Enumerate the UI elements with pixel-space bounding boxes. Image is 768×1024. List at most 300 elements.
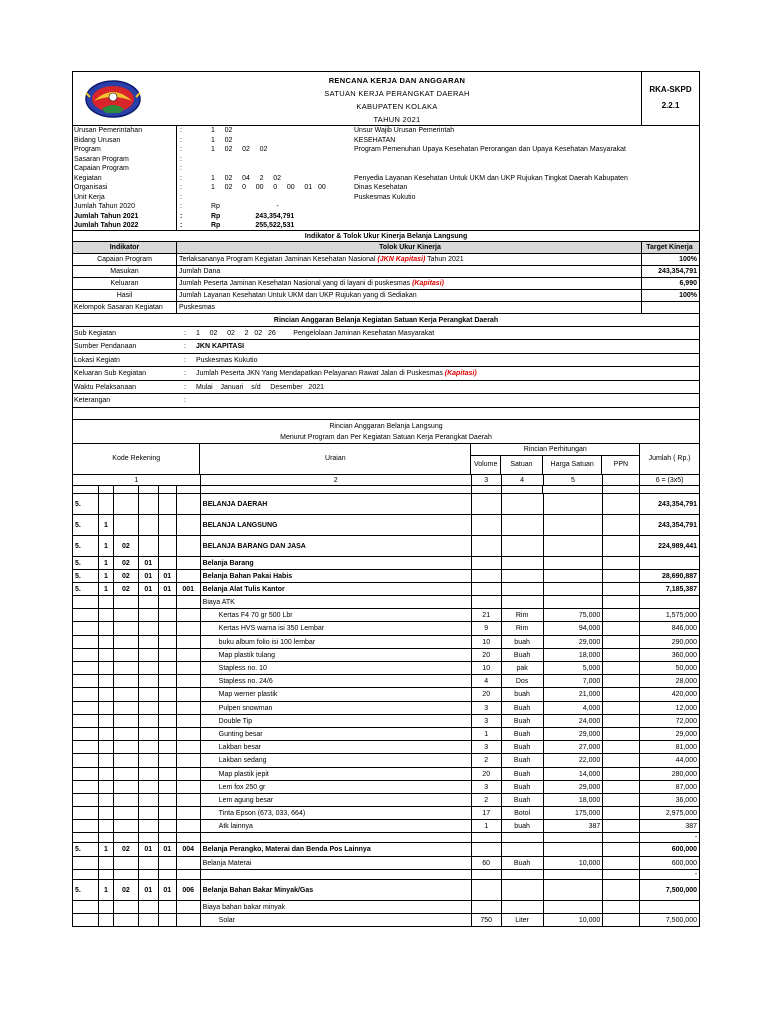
kode-rekening-cell — [139, 536, 159, 556]
sub-kegiatan-value — [196, 394, 699, 407]
sub-kegiatan-colon: : — [184, 343, 186, 350]
uraian-cell: BELANJA DAERAH — [201, 494, 472, 514]
ppn-cell — [603, 914, 640, 926]
kode-rekening-cell — [177, 649, 201, 661]
jumlah-cell: 224,989,441 — [658, 542, 698, 550]
volume-cell — [472, 901, 502, 913]
kode-rekening-cell — [114, 728, 139, 740]
target-kinerja: 100% — [679, 291, 697, 299]
kode-rekening-cell — [139, 901, 159, 913]
indikator-row — [72, 254, 700, 266]
kode-rekening-cell — [99, 702, 114, 714]
kode-rekening-cell — [73, 649, 99, 661]
kode-rekening-cell — [177, 675, 201, 687]
kode-rekening-cell: 01 — [159, 583, 177, 595]
kode-rekening-cell: 02 — [114, 536, 139, 556]
rincian-head: Rincian Perhitungan — [471, 444, 639, 456]
table-row — [72, 741, 700, 754]
table-title-1: Rincian Anggaran Belanja Langsung — [329, 422, 443, 430]
kode-rekening-cell: 01 — [159, 570, 177, 582]
table-gap-row — [72, 486, 700, 494]
satuan-cell: Dos — [502, 675, 544, 687]
kode-rekening-cell — [177, 715, 201, 727]
info-value: Rp 255,522,531 — [211, 222, 295, 229]
uraian-cell: Belanja Barang — [201, 557, 472, 569]
jumlah-cell: 72,000 — [675, 717, 697, 725]
info-row — [72, 174, 700, 184]
kode-rekening-cell — [99, 622, 114, 634]
harga-satuan-cell: 22,000 — [544, 754, 604, 766]
jumlah-cell: 50,000 — [675, 665, 697, 672]
indikator-head-label: Indikator — [73, 242, 177, 253]
table-row — [72, 583, 700, 596]
ppn-cell — [603, 857, 640, 869]
info-colon: : — [180, 127, 182, 134]
spacer-row — [72, 408, 700, 420]
sub-kegiatan-row — [72, 381, 700, 395]
satuan-cell — [502, 870, 544, 879]
kode-rekening-cell: 1 — [99, 536, 114, 556]
volume-cell — [472, 536, 502, 556]
volume-cell: 10 — [472, 662, 502, 674]
target-kinerja: 100% — [679, 255, 697, 263]
harga-satuan-cell: 18,000 — [544, 794, 604, 806]
indikator-row — [72, 266, 700, 278]
jumlah-cell: 28,000 — [675, 678, 697, 686]
kode-rekening-cell — [114, 794, 139, 806]
kode-rekening-cell — [177, 807, 201, 819]
info-description: Dinas Kesehatan — [354, 184, 408, 191]
satuan-cell: Buah — [502, 794, 544, 806]
indikator-label: Hasil — [73, 290, 177, 301]
ppn-cell — [603, 675, 640, 687]
info-key: Jumlah Tahun 2022 — [73, 221, 177, 230]
kode-rekening-cell: 1 — [99, 843, 114, 855]
tolok-ukur-highlight: (Kapitasi) — [412, 279, 444, 287]
harga-satuan-cell: 75,000 — [544, 609, 604, 621]
kode-rekening-cell — [139, 728, 159, 740]
kode-rekening-cell — [99, 768, 114, 780]
uraian-cell: Solar — [201, 914, 472, 926]
satuan-cell — [502, 833, 544, 842]
kode-rekening-cell — [99, 688, 114, 700]
kode-rekening-cell — [73, 596, 99, 608]
ppn-cell — [603, 833, 640, 842]
volume-cell: 3 — [472, 715, 502, 727]
satuan-cell — [502, 843, 544, 855]
sub-kegiatan-colon: : — [184, 383, 186, 391]
kode-rekening-cell — [73, 715, 99, 727]
jumlah-cell: 87,000 — [675, 783, 697, 791]
ppn-cell — [603, 702, 640, 714]
satuan-cell: Buah — [502, 857, 544, 869]
col-number-6: 6 = (3x5) — [655, 476, 684, 484]
table-row — [72, 754, 700, 767]
kode-rekening-cell — [139, 820, 159, 832]
target-kinerja: 6,990 — [679, 279, 697, 287]
tolok-ukur — [177, 266, 642, 277]
kode-rekening-cell — [159, 675, 177, 687]
kode-rekening-cell — [99, 596, 114, 608]
satuan-cell — [502, 557, 544, 569]
info-value — [211, 155, 354, 165]
uraian-cell — [201, 870, 472, 879]
kode-rekening-cell — [73, 702, 99, 714]
volume-cell — [472, 843, 502, 855]
jumlah-cell: 28,690,887 — [661, 572, 698, 580]
info-value: 1 02 04 2 02 — [211, 174, 282, 182]
uraian-cell: Map plastik tulang — [201, 649, 472, 661]
kode-rekening-cell — [159, 768, 177, 780]
info-description: KESEHATAN — [354, 136, 396, 144]
kode-rekening-cell — [99, 494, 114, 514]
info-key: Bidang Urusan — [73, 136, 177, 146]
volume-cell — [472, 880, 502, 900]
uraian-cell: Tinta Epson (673, 033, 664) — [201, 807, 472, 819]
harga-satuan-cell — [544, 596, 604, 608]
kode-rekening-cell — [139, 715, 159, 727]
kode-rekening-cell — [114, 702, 139, 714]
indikator-label: Kelompok Sasaran Kegiatan — [73, 302, 177, 313]
kode-rekening-cell — [99, 914, 114, 926]
kode-rekening-cell — [177, 754, 201, 766]
kode-rekening-cell — [114, 807, 139, 819]
satuan-cell — [502, 583, 544, 595]
tolok-ukur-text: Jumlah Layanan Kesehatan Untuk UKM dan UKP Rujukan yang di Sediakan — [179, 291, 417, 299]
table-row — [72, 870, 700, 880]
ppn-cell — [603, 583, 640, 595]
kode-rekening-cell — [73, 728, 99, 740]
kode-rekening-cell — [177, 820, 201, 832]
volume-cell: 3 — [472, 781, 502, 793]
volume-cell — [472, 596, 502, 608]
ppn-cell — [603, 622, 640, 634]
kode-rekening-cell — [159, 820, 177, 832]
kode-rekening-cell: 5. — [73, 515, 99, 535]
uraian-cell: Kertas HVS warna isi 350 Lembar — [201, 622, 472, 634]
sub-kegiatan-key: Sub Kegiatan — [74, 329, 117, 337]
uraian-cell: Belanja Bahan Pakai Habis — [201, 570, 472, 582]
table-row — [72, 515, 700, 536]
kode-rekening-cell — [99, 807, 114, 819]
jumlah-cell: 36,000 — [675, 796, 697, 804]
kode-rekening-cell — [99, 901, 114, 913]
kode-rekening-cell — [99, 728, 114, 740]
kode-rekening-cell — [139, 870, 159, 879]
ppn-cell — [603, 807, 640, 819]
ppn-cell — [603, 768, 640, 780]
kode-rekening-cell — [73, 675, 99, 687]
tolok-ukur — [177, 254, 642, 265]
kode-rekening-cell — [73, 857, 99, 869]
ppn-cell — [603, 636, 640, 648]
kode-rekening-cell — [73, 914, 99, 926]
kode-rekening-cell — [99, 675, 114, 687]
kode-rekening-cell — [99, 754, 114, 766]
info-value: 1 02 — [211, 136, 233, 144]
indikator-label: Masukan — [73, 266, 177, 277]
rincian-subhead — [471, 456, 639, 474]
volume-cell — [472, 583, 502, 595]
info-row — [72, 202, 700, 212]
satuan-cell: Botol — [502, 807, 544, 819]
kode-rekening-cell — [114, 901, 139, 913]
ppn-cell — [603, 596, 640, 608]
uraian-cell: Stapless no. 10 — [201, 662, 472, 674]
kode-rekening-cell — [139, 794, 159, 806]
kode-rekening-cell — [159, 870, 177, 879]
info-description: Puskesmas Kukutio — [354, 193, 416, 201]
kode-rekening-cell — [139, 833, 159, 842]
ppn-cell — [603, 901, 640, 913]
tolok-ukur-suffix: Tahun 2021 — [425, 255, 464, 263]
jumlah-cell: 7,185,387 — [665, 585, 698, 593]
volume-cell: 20 — [472, 649, 502, 661]
jumlah-head: Jumlah ( Rp.) — [648, 455, 691, 462]
jumlah-cell: 243,354,791 — [658, 521, 698, 529]
col-number-ppn — [603, 475, 640, 485]
harga-satuan-cell: 29,000 — [544, 781, 604, 793]
harga-satuan-cell: 27,000 — [544, 741, 604, 753]
kode-rekening-cell — [139, 768, 159, 780]
kode-rekening-cell — [177, 741, 201, 753]
uraian-cell: buku album folio isi 100 lembar — [201, 636, 472, 648]
kode-rekening-cell — [99, 870, 114, 879]
ppn-cell — [603, 688, 640, 700]
harga-satuan-cell — [544, 901, 604, 913]
info-colon: : — [180, 146, 182, 153]
volume-cell: 2 — [472, 794, 502, 806]
kode-rekening-cell — [177, 557, 201, 569]
jumlah-cell: 29,000 — [675, 730, 697, 738]
ppn-cell — [603, 794, 640, 806]
info-value: Rp 243,354,791 — [211, 212, 295, 220]
volume-cell: 9 — [472, 622, 502, 634]
indikator-row — [72, 290, 700, 302]
sub-kegiatan-row — [72, 354, 700, 368]
kode-rekening-cell — [159, 557, 177, 569]
ppn-cell — [603, 515, 640, 535]
info-value — [211, 164, 354, 174]
satuan-cell: buah — [502, 636, 544, 648]
info-row — [72, 136, 700, 146]
volume-cell: 17 — [472, 807, 502, 819]
table-row — [72, 857, 700, 870]
kode-rekening-cell — [73, 807, 99, 819]
volume-cell — [472, 570, 502, 582]
kode-rekening-cell: 001 — [177, 583, 201, 595]
kode-rekening-cell — [177, 609, 201, 621]
kode-rekening-cell — [99, 649, 114, 661]
kode-rekening-cell — [139, 914, 159, 926]
kode-rekening-cell — [73, 662, 99, 674]
table-row — [72, 794, 700, 807]
kode-rekening-cell — [99, 833, 114, 842]
kode-rekening-cell — [177, 515, 201, 535]
kode-rekening-cell — [114, 515, 139, 535]
indikator-table — [72, 254, 700, 314]
kode-rekening-cell: 01 — [159, 880, 177, 900]
kode-rekening-cell — [139, 688, 159, 700]
jumlah-cell — [640, 557, 699, 569]
sub-kegiatan-info — [72, 327, 700, 408]
jumlah-cell: 243,354,791 — [658, 500, 698, 508]
satuan-cell: Buah — [502, 741, 544, 753]
kode-rekening-cell — [73, 781, 99, 793]
satuan-cell: Buah — [502, 768, 544, 780]
kode-rekening-cell: 5. — [73, 570, 99, 582]
kode-rekening-cell: 01 — [139, 583, 159, 595]
volume-cell: 3 — [472, 702, 502, 714]
harga-satuan-cell: 4,000 — [544, 702, 604, 714]
jumlah-cell — [640, 901, 699, 913]
kode-rekening-cell — [177, 901, 201, 913]
tolok-ukur-text: Jumlah Dana — [179, 267, 221, 275]
table-row — [72, 901, 700, 914]
indikator-label: Capaian Program — [73, 254, 177, 265]
volume-cell: 2 — [472, 754, 502, 766]
volume-cell: 3 — [472, 741, 502, 753]
document-header — [72, 71, 700, 126]
kode-rekening-cell — [177, 914, 201, 926]
harga-satuan-cell — [544, 833, 604, 842]
info-description: Program Pemenuhan Upaya Kesehatan Perorangan dan Upaya Kesehatan Masyarakat — [354, 146, 627, 153]
kode-rekening-cell — [73, 794, 99, 806]
kode-rekening-cell — [99, 857, 114, 869]
info-key: Capaian Program — [73, 164, 177, 174]
jumlah-cell: 600,000 — [671, 846, 698, 854]
volume-cell: 20 — [472, 768, 502, 780]
harga-satuan-cell: 24,000 — [544, 715, 604, 727]
satuan-cell: pak — [502, 662, 544, 674]
kode-rekening-cell — [139, 741, 159, 753]
ppn-cell — [603, 662, 640, 674]
kode-rekening-cell — [159, 833, 177, 842]
uraian-cell: BELANJA LANGSUNG — [201, 515, 472, 535]
sub-kegiatan-text: 1 02 02 2 02 26 Pengelolaan Jaminan Kesehatan Masyarakat — [196, 329, 435, 337]
kode-rekening-cell — [139, 702, 159, 714]
ppn-cell — [603, 820, 640, 832]
uraian-cell — [201, 833, 472, 842]
uraian-cell: Biaya ATK — [201, 596, 472, 608]
kode-rekening-cell — [139, 649, 159, 661]
kode-rekening-cell — [159, 781, 177, 793]
kode-rekening-cell — [114, 914, 139, 926]
kode-rekening-cell — [99, 781, 114, 793]
indikator-row — [72, 302, 700, 314]
sub-kegiatan-text: JKN KAPITASI — [196, 343, 245, 350]
uraian-cell: Lakban sedang — [201, 754, 472, 766]
table-row — [72, 649, 700, 662]
column-number-row — [72, 475, 700, 486]
ppn-cell — [603, 570, 640, 582]
table-row — [72, 536, 700, 557]
jumlah-cell: 12,000 — [675, 704, 697, 712]
table-row — [72, 807, 700, 820]
jumlah-cell — [640, 596, 699, 608]
ppn-cell — [603, 754, 640, 766]
sub-kegiatan-key: Sumber Pendanaan — [74, 343, 137, 350]
kode-rekening-cell — [177, 570, 201, 582]
uraian-cell: Atk lainnya — [201, 820, 472, 832]
kode-rekening-cell — [139, 609, 159, 621]
sub-kegiatan-colon: : — [184, 397, 186, 404]
uraian-cell: Biaya bahan bakar minyak — [201, 901, 472, 913]
table-row — [72, 702, 700, 715]
rka-document — [72, 71, 700, 927]
satuan-cell: Buah — [502, 728, 544, 740]
kode-rekening-cell: 01 — [139, 557, 159, 569]
volume-cell: 4 — [472, 675, 502, 687]
sub-kegiatan-value — [196, 340, 699, 353]
jumlah-cell: 387 — [685, 823, 697, 831]
harga-satuan-cell — [544, 870, 604, 879]
satuan-cell: Rim — [502, 609, 544, 621]
ppn-cell — [603, 715, 640, 727]
table-header — [72, 444, 700, 475]
volume-cell — [472, 833, 502, 842]
uraian-head: Uraian — [200, 444, 471, 474]
satuan-cell: Buah — [502, 702, 544, 714]
ppn-head: PPN — [613, 461, 629, 468]
kode-rekening-cell — [177, 536, 201, 556]
info-description — [354, 212, 699, 222]
tolok-ukur — [177, 290, 642, 301]
sub-kegiatan-row — [72, 367, 700, 381]
kode-rekening-cell: 5. — [73, 880, 99, 900]
harga-satuan-cell — [544, 557, 604, 569]
harga-satuan-cell: 94,000 — [544, 622, 604, 634]
info-value: 1 02 — [211, 127, 233, 134]
harga-satuan-cell — [544, 536, 604, 556]
info-description — [354, 155, 699, 165]
satuan-cell — [502, 596, 544, 608]
rincian-table-body — [72, 494, 700, 928]
document-title-block — [153, 72, 641, 125]
kode-rekening-cell — [73, 688, 99, 700]
harga-satuan-cell: 18,000 — [544, 649, 604, 661]
volume-cell: 20 — [472, 688, 502, 700]
satuan-cell: buah — [502, 820, 544, 832]
info-row — [72, 212, 700, 222]
sub-kegiatan-value — [196, 327, 699, 340]
kode-rekening-cell — [177, 688, 201, 700]
jumlah-cell: 81,000 — [675, 744, 697, 752]
info-key: Jumlah Tahun 2021 — [73, 212, 177, 222]
kode-rekening-cell — [114, 857, 139, 869]
satuan-cell — [502, 494, 544, 514]
kode-rekening-cell — [159, 636, 177, 648]
sub-kegiatan-value — [196, 381, 699, 394]
table-row — [72, 715, 700, 728]
indikator-row — [72, 278, 700, 290]
uraian-cell: Belanja Alat Tulis Kantor — [201, 583, 472, 595]
sub-kegiatan-key: Keterangan — [74, 397, 111, 404]
info-key: Kegiatan — [73, 174, 177, 184]
volume-cell: 60 — [472, 857, 502, 869]
harga-satuan-cell: 14,000 — [544, 768, 604, 780]
uraian-cell: Pulpen snowman — [201, 702, 472, 714]
title-line-3: KABUPATEN KOLAKA — [356, 102, 438, 111]
sub-kegiatan-colon: : — [184, 370, 186, 377]
info-colon: : — [180, 174, 182, 182]
jumlah-cell: 600,000 — [671, 859, 698, 867]
kode-rekening-cell — [139, 636, 159, 648]
kode-rekening-cell — [114, 688, 139, 700]
harga-satuan-cell — [544, 843, 604, 855]
harga-satuan-cell: 21,000 — [544, 688, 604, 700]
target-kinerja — [642, 302, 699, 313]
